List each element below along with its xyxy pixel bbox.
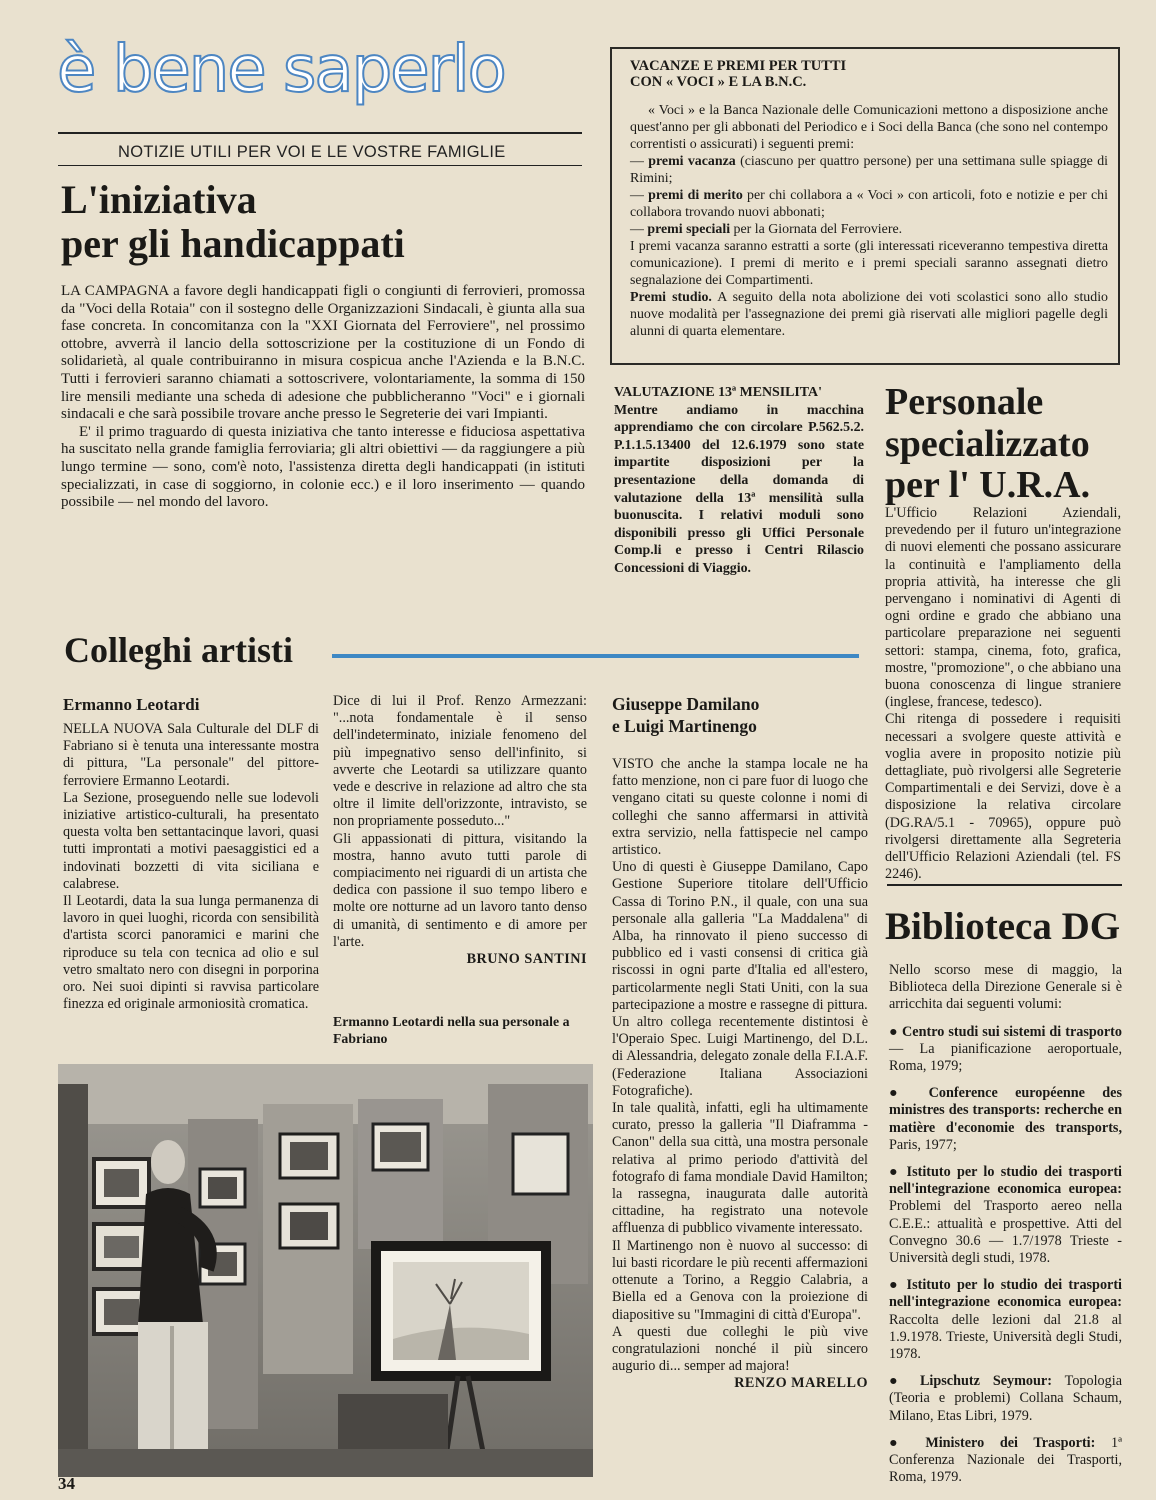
colleghi-accent-rule	[332, 654, 859, 658]
damilano-paragraph: In tale qualità, infatti, egli ha ultimamente curato, presso la galleria "Il Diaframma - Canon" della sua città, una mostra personale relativa al primo periodo d'attività del fotografo di fama mondiale David Hamilton; la rassegna, inaugurata dalle autorità cittadine, ha registrato una notevole affluenza di pubblico vivamente interessato.	[612, 1100, 868, 1237]
iniziativa-headline-line2: per gli handicappati	[61, 221, 405, 266]
header-rule	[58, 132, 582, 134]
biblioteca-headline: Biblioteca DG	[885, 905, 1121, 948]
tagline-rule	[58, 165, 582, 166]
bullet-icon: ●	[889, 1373, 920, 1390]
damilano-author: RENZO MARELLO	[734, 1375, 868, 1392]
biblioteca-intro: Nello scorso mese di maggio, la Biblioteca della Direzione Generale si è arricchita dai seguenti volumi:	[889, 962, 1122, 1013]
leotardi-paragraph: Il Leotardi, data la sua lunga permanenza di lavoro in quei luoghi, ricorda con sensibilità d'artista scorci panoramici e marini che riproduce su tela con tecnica ad olio e sul vetro smaltato nero con disegni in porporina oro. Nei suoi dipinti si ravvisa particolare finezza ed originale armoniosità cromatica.	[63, 893, 319, 1013]
leotardi-heading: Ermanno Leotardi	[63, 695, 200, 714]
bullet-icon: ●	[889, 1023, 903, 1040]
premi-box-title-line2: CON « VOCI » E LA B.N.C.	[630, 74, 807, 90]
premi-box-title	[630, 58, 1108, 90]
damilano-paragraph: Un altro collega recentemente distintosi è l'Operaio Spec. Luigi Martinengo, del D.L. di Alessandria, delegato zonale della F.I.A.F. (Federazione Italiana Associazioni Fotografiche).	[612, 1014, 868, 1099]
bullet-icon: ●	[889, 1277, 907, 1294]
personale-paragraph: L'Ufficio Relazioni Aziendali, prevedendo per il futuro un'integrazione di nuovi elementi che possano assicurare la continuità e l'ampliamento della propria attività, ha interesse che gli pervengano i nominativi di Agenti di ogni ordine e grado che abbiano una particolare preparazione nei seguenti settori: stampa, cinema, foto, grafica, mostre, "promozione", o che abbiano una buona conoscenza di lingue straniere (inglese, francese, tedesco).	[885, 505, 1121, 711]
valutazione-text: Mentre andiamo in macchina apprendiamo che con circolare P.562.5.2. P.1.1.5.13400 del 12.6.1979 sono state impartite disposizioni per la presentazione della domanda di valutazione della 13ª mensilità sulla buonuscita. I relativi moduli sono disponibili presso gli Uffici Personale Comp.li e presso i Centri Rilascio Concessioni di Viaggio.	[614, 402, 864, 576]
leotardi-paragraph: Dice di lui il Prof. Renzo Armezzani: "...nota fondamentale è il senso dell'indeterminato, iniziale fenomeno del più impegnativo senso dell'infinito, si avverte che Leotardi sa utilizzare quanto vede e descrive in relazione ad altro che sta oltre il limite dell'orizzonte, intravisto, se non propriamente posseduto..."	[333, 693, 587, 830]
premi-box-title-line1: VACANZE E PREMI PER TUTTI	[630, 58, 847, 74]
premi-item: — premi speciali per la Giornata del Ferroviere.	[630, 222, 903, 237]
leotardi-author: BRUNO SANTINI	[466, 951, 587, 968]
premi-item: — premi di merito per chi collabora a « Voci » con articoli, foto e notizie e per chi collabora trovando nuovi abbonati;	[630, 188, 1108, 220]
damilano-article	[612, 756, 868, 1393]
damilano-heading	[612, 693, 872, 737]
damilano-heading-line1: Giuseppe Damilano	[612, 694, 760, 714]
biblioteca-item: ● Lipschutz Seymour: Topologia (Teoria e problemi) Collana Schaum, Milano, Etas Libri, 1979.	[889, 1373, 1122, 1424]
bullet-icon: ●	[889, 1085, 929, 1102]
damilano-paragraph: A questi due colleghi le più vive congratulazioni nonché il più sincero augurio di... semper ad majora!	[612, 1323, 868, 1375]
biblioteca-item: ● Istituto per lo studio dei trasporti nell'integrazione economica europea: Problemi del Trasporto aereo nella C.E.E.: attualità e prospettive. Atti del Convegno 30.6 — 1.7/1978 Trieste - Università degli studi, 1978.	[889, 1164, 1123, 1267]
biblioteca-item: ● Istituto per lo studio dei trasporti nell'integrazione economica europea: Raccolta delle lezioni dal 21.8 al 1.9.1978. Trieste, Università degli Studi, 1978.	[889, 1277, 1123, 1363]
iniziativa-article	[61, 283, 585, 512]
premi-sorte: I premi vacanza saranno estratti a sorte (gli interessati riceveranno tempestiva diretta comunicazione). I premi di merito e i premi speciali saranno assegnati dietro segnalazione dei Compartimenti.	[630, 239, 1108, 288]
personale-headline-line1: Personale	[885, 381, 1044, 423]
premi-box-intro: « Voci » e la Banca Nazionale delle Comunicazioni mettono a disposizione anche quest'anno per gli abbonati del Periodico e i Soci della Banca (che sono nel contempo correntisti o assicurati) i seguenti premi:	[630, 103, 1108, 152]
masthead-title: è bene saperlo	[57, 33, 505, 107]
iniziativa-paragraph: LA CAMPAGNA a favore degli handicappati figli o congiunti di ferrovieri, promossa da "Voci della Rotaia" con il sostegno delle Organizzazioni Sindacali, è giunta alla sua fase concreta. In concomitanza con la "XXI Giornata del Ferroviere", nel prossimo ottobre, avverrà il lancio della sottoscrizione per la costituzione di un Fondo di solidarietà, al quale contribuiranno in misura cospicua anche l'Azienda e la B.N.C. Tutti i ferrovieri saranno chiamati a sottoscrivere, volontariamente, la somma di 150 lire mensili mediante una scheda di adesione che pubblicheranno "Voci" e i giornali sindacali e che sarà possibile trovare anche presso le Segreterie dei vari Impianti.	[61, 283, 585, 423]
damilano-paragraph: VISTO che anche la stampa locale ne ha fatto menzione, non ci pare fuor di luogo che vengano citati su queste colonne i nomi di colleghi che sanno affermarsi in attività extra servizio, nella fattispecie nel campo artistico.	[612, 756, 868, 859]
leotardi-paragraph: Gli appassionati di pittura, visitando la mostra, hanno avuto tutti parole di compiacimento nei riguardi di un artista che dedica con passione il suo tempo libero e molte ore notturne ad un lavoro tanto denso di umanità, di sentimento e di amore per l'arte.	[333, 830, 587, 950]
photo-caption: Ermanno Leotardi nella sua personale a Fabriano	[333, 1014, 570, 1046]
leotardi-article-col2	[333, 693, 587, 968]
leotardi-paragraph: La Sezione, proseguendo nelle sue lodevoli iniziative artistico-culturali, ha presentato questa volta ben settantacinque lavori, quasi tutti improntati a motivi paesaggistici ed a indovinati bozzetti di vita siciliana e calabrese.	[63, 789, 319, 892]
leotardi-article-col1	[63, 721, 319, 1013]
personale-headline-line3: per l' U.R.A.	[885, 464, 1091, 506]
biblioteca-item: ● Ministero dei Trasporti: 1ª Conferenza Nazionale dei Trasporti, Roma, 1979.	[889, 1434, 1122, 1486]
premi-studio: Premi studio. A seguito della nota abolizione dei voti scolastici sono allo studio nuove modalità per l'assegnazione dei premi già riservati alle migliori pagelle degli alunni di quarta elementare.	[630, 290, 1108, 339]
personale-article	[885, 505, 1121, 883]
biblioteca-item: ● Conference européenne des ministres des transports: recherche en matière d'economie des transports, Paris, 1977;	[889, 1085, 1122, 1153]
valutazione-notice	[614, 384, 864, 578]
biblioteca-article	[889, 962, 1122, 1486]
colleghi-headline: Colleghi artisti	[64, 630, 293, 670]
damilano-paragraph: Il Martinengo non è nuovo al successo: di lui basti ricordare le più recenti affermazioni ottenute a Torino, a Reggio Calabria, a Biella ed a Genova con la proiezione di diapositive su "Immagini di città d'Europa".	[612, 1237, 868, 1323]
iniziativa-headline-line1: L'iniziativa	[61, 177, 257, 222]
valutazione-title: VALUTAZIONE 13ª MENSILITA'	[614, 385, 822, 400]
tagline: NOTIZIE UTILI PER VOI E LE VOSTRE FAMIGLIE	[118, 143, 506, 161]
personale-headline	[885, 382, 1135, 507]
personale-headline-line2: specializzato	[885, 422, 1090, 465]
bullet-icon: ●	[889, 1434, 926, 1451]
damilano-heading-line2: e Luigi Martinengo	[612, 716, 757, 736]
biblioteca-item: ● Centro studi sui sistemi di trasporto — La pianificazione aeroportuale, Roma, 1979;	[889, 1023, 1122, 1075]
personale-paragraph: Chi ritenga di possedere i requisiti necessari a svolgere queste attività e voglia avere in proposito notizie più dettagliate, può rivolgersi alle Segreterie Compartimentali e dei Servizi, dove è a disposizione la relativa circolare (DG.RA/5.1 - 70965), oppure può rivolgersi direttamente alla Segreteria dell'Ufficio Relazioni Aziendali (tel. FS 2246).	[885, 711, 1121, 883]
iniziativa-paragraph: E' il primo traguardo di questa iniziativa che tanto interesse e fiduciosa aspettativa ha suscitato nella grande famiglia ferroviaria; gli altri obiettivi — da raggiungere a più lungo termine — sono, com'è noto, l'assistenza diretta degli handicappati (in istituti specializzati, in case di soggiorno, in colonie ecc.) e il loro inserimento — quando possibile — nel mondo del lavoro.	[61, 423, 585, 511]
biblioteca-list	[889, 1024, 1122, 1487]
bullet-icon: ●	[889, 1164, 907, 1181]
page-number: 34	[58, 1474, 75, 1493]
leotardi-paragraph: NELLA NUOVA Sala Culturale del DLF di Fabriano si è tenuta una interessante mostra di pittura, "La personale" del pittore-ferroviere Ermanno Leotardi.	[63, 721, 319, 789]
premi-box	[630, 58, 1108, 340]
damilano-paragraph: Uno di questi è Giuseppe Damilano, Capo Gestione Superiore titolare dell'Ufficio Cassa di Torino P.N., il quale, con una sua personale alla galleria "La Maddalena" di Alba, ha rinnovato il pieno successo di pubblico ed i vasti consensi di critica già riscossi in ogni parte d'Italia ed all'estero, particolarmente negli Stati Uniti, con la sua partecipazione a mostre e rassegne di pittura.	[612, 859, 868, 1013]
biblioteca-rule	[887, 884, 1122, 886]
iniziativa-headline	[61, 178, 581, 266]
premi-item: — premi vacanza (ciascuno per quattro persone) per una settimana sulle spiagge di Rimini;	[630, 154, 1108, 186]
exhibition-photo	[58, 1064, 593, 1477]
